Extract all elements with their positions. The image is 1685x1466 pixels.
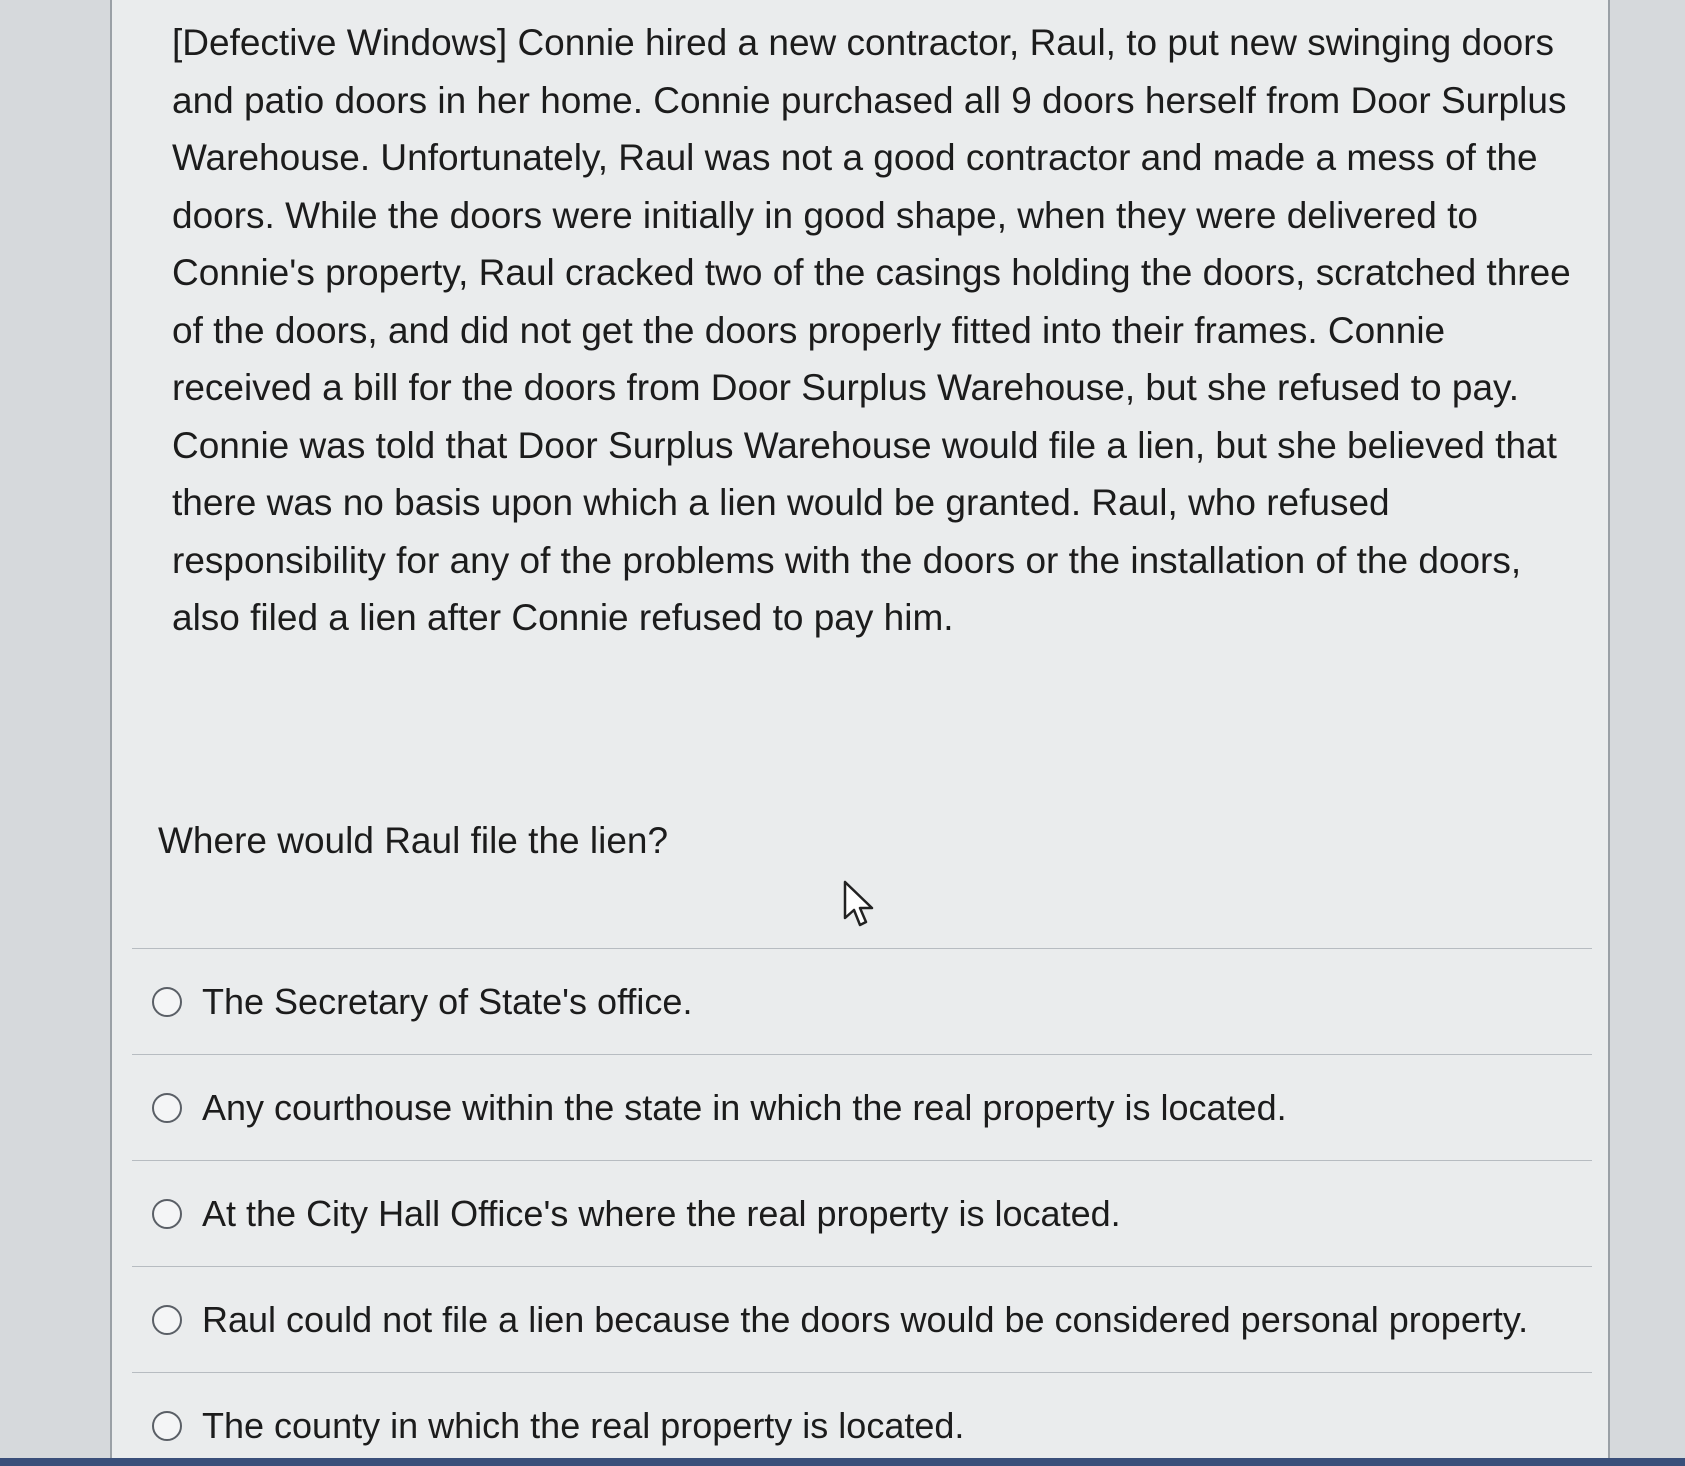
answer-option-label: Any courthouse within the state in which the real property is located. (202, 1086, 1287, 1128)
mouse-pointer-icon (842, 880, 876, 928)
answer-option-label: Raul could not file a lien because the doors would be considered personal property. (202, 1298, 1529, 1340)
radio-unselected-icon[interactable] (152, 1411, 182, 1441)
answer-option-label: At the City Hall Office's where the real property is located. (202, 1192, 1121, 1234)
answer-option-5[interactable] (132, 1373, 1592, 1458)
radio-unselected-icon[interactable] (152, 1199, 182, 1229)
question-passage: [Defective Windows] Connie hired a new contractor, Raul, to put new swinging doors and patio doors in her home. Connie purchased all 9 doors herself from Door Surplus Warehouse. Unfortunately, Raul was not a good contractor and made a mess of the doors. While the doors were initially in good shape, when they were delivered to Connie's property, Raul cracked two of the casings holding the doors, scratched three of the doors, and did not get the doors properly fitted into their frames. Connie received a bill for the doors from Door Surplus Warehouse, but she refused to pay. Connie was told that Door Surplus Warehouse would file a lien, but she believed that there was no basis upon which a lien would be granted. Raul, who refused responsibility for any of the problems with the doors or the installation of the doors, also filed a lien after Connie refused to pay him. (172, 22, 1571, 638)
answer-option-1[interactable] (132, 949, 1592, 1055)
question-prompt: Where would Raul file the lien? (158, 820, 669, 861)
screen-bezel (0, 1458, 1685, 1466)
answer-option-label: The Secretary of State's office. (202, 980, 693, 1022)
answer-option-label: The county in which the real property is located. (202, 1405, 965, 1446)
radio-unselected-icon[interactable] (152, 987, 182, 1017)
answer-options (132, 948, 1592, 1458)
answer-option-4[interactable] (132, 1267, 1592, 1373)
answer-option-3[interactable] (132, 1161, 1592, 1267)
question-panel (110, 0, 1610, 1458)
answer-option-2[interactable] (132, 1055, 1592, 1161)
radio-unselected-icon[interactable] (152, 1305, 182, 1335)
radio-unselected-icon[interactable] (152, 1093, 182, 1123)
